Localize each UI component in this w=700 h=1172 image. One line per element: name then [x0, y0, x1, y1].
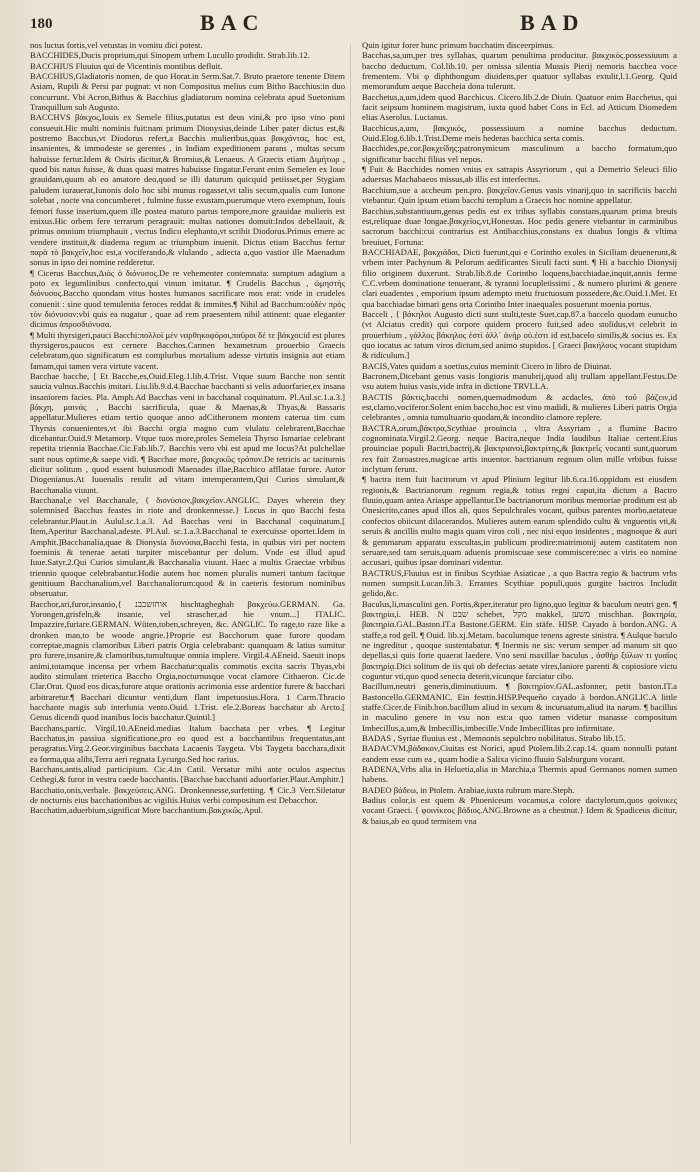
entry: Bacronem,Dicebant genus vasis longioris manubrij,quod alij trullam appellant.Festus.De vsu autem huius vasis,vide infra in dictione TRVLLA. — [362, 371, 677, 392]
entry: BACCHIDES,Ducis proprium,qui Sinopem urbem Lucullo prodidit. Strab.lib.12. — [30, 50, 310, 61]
entry: Bacchicus,a,um, βακχικός, possessiuum a nomine bacchus deductum. Ouid.Elog.6.lib.1.Trist.Deme meis hederas bacchica serta comis. — [362, 122, 677, 144]
left-column — [30, 40, 345, 1160]
entry: Bacchans,antis,aliud participium. Cic.4.in Catil. Versatur mihi ante oculos aspectus Cethegi,& furor in vestra caede bacchantis. [Bacchae bacchanti aduorfarier.Plaut.Amphitr.] — [30, 764, 345, 785]
entry: BACCHIUS,Gladiatoris nomen, de quo Horat.in Serm.Sat.7. Bruto praetore tenente Ditem Asiam, Rupili & Persi par pugnat: vt non Compositus melius cum Bitho Bacchius:in duo concurrunt. Vbi Acron,Bithus & Bacchius gladiatorum nomina celebrata apud Suetonium Tranquillum sub Augusto. — [30, 71, 345, 113]
entry: Quin igitur forer hunc primum bacchatim disceerpimus. — [362, 40, 555, 50]
entry: BACCHVS βάκχος,Iouis ex Semele filius,putatus est deus vini,& pro ipso vino poni consueuit.Hic multi nominis fuit:nam primum Dionysius,deinde Liber pater dictus est,& postremo Bacchus,vt Diodorus refert,a Bacchis mulieribus,quas βακχάντας, hoc est, insanientes, & immodeste se gerentes , in Indiam expeditionem parans , multas secum habuisse fertur.Idem & Osiris dicitur,& Bromius,& Lenaeus. A Graecis etiam Διμήτωρ , quod bis natus fuisse, & duas quasi matres habuisse fingatur.Ferunt enim Semelen ex Ioue grauidam,quum ab eo amatore deo,quod se illi daturum quicquid petiisset,per Stygiam paludem iurauerat,Iunonis dolo hoc sibi munus rogasset,vt talis secum,qualis cum Iunone solebat , nocte vna concumberet , fulmine fusse exustam,puerumque vtero exemptum, Iouis femori fusse insertum,quem ille postea maturo partus tempore,more grauidae mulieris est enixus.Hic orbem fere terrarum peragrauit: multas nationes domuit:Indos debellauit, & primus omnium triumphauit , vectus Indico elephanto,vt scribit Diodorus.Primus emere ac vendere instituit,& diadema regum ac triumphum inuenit. Dictus etiam Bacchus fertur παρὰ τὸ βακχεῖν,hoc est,a vociferando,& vlulando , adiecta a,quo vastior ille Maenadum sonus in ipso dei nomine redderetur. — [30, 112, 345, 268]
right-column — [362, 40, 677, 1160]
entry: Bacchium,sue a accheum pen.pro. βακχεῖον.Genus vasis vinarij,quo in sacrificiis bacchi vtebantur. Quin ipsum etiam bacchi templum a Graecis hoc nomine appellatur. — [362, 184, 677, 206]
entry: BACIS,Vates quidam a soetius,cuius meminit Cicero in libro de Diuinat. — [362, 360, 612, 371]
entry: Bacchetus,a,um,idem quod Bacchicus. Cicero.lib.2.de Diuin. Quatuor enim Bacchetus, qui facit seipsum hominem magistrum, iuxta quod habet Cons in Ecl. ad Atticum Diomedem elias Aserolus. Lucianus. — [362, 91, 677, 123]
page-number: 180 — [30, 16, 53, 32]
entry: Bacceli , { βάκηλοι Augusto dicti sunt stulti,teste Suet.cap.87.a baccelo quodam eunucho (vt Alciatus credit) qui corpore quidem procero fuit,sed adeo stolidus,vt celebrit in prouerbium , γάλλος βάκηλος ἐστί ἀλλ᾽ ἀνὴρ οὐ.ἐστι id est,bacelo similis,& socius es. Ex quo iocatus ac tatum viros dictum,sed animo stupidos. [ Graeci βακήλους vocant stupidum & ridiculum.] — [362, 308, 677, 361]
entry: BACTIS βάκτις,bacchi nomen,quemadmodum & acdacles, ἀπὸ τοῦ βάζειν,id est,clamo,vociferor.Solent enim baccho,hoc est vino madidi, & mulieres Liberi patris Orgia celebrantes , omnia tumultuario quodam,& incondito clamore replere. — [362, 391, 677, 423]
entry: Bacchius,substantiuum,genus pedis est ex tribus syllabis constans,quarum prima breuis est,reliquae duae longae.βακχεῖος,vt,Honestas. Hoc pedis genere vtebantur in carminibus sacrorum bacchi:cui contrarius est Antibacchius,constans ex duabus longis & vltima breuiuet, Fortuna: — [362, 205, 677, 247]
entry: Bacchans,partic. Virgil.10.AEneid.medias Italum bacchata per vrbes. ¶ Legitur Bacchatus,in passiua significatione,pro eo quod est a bacchantibus frequentatus,ant peragratus.Virg.2.Geor.virginibus bacchata Lacaenis Taygeta. Vbi Taygeta bacchara,dixit ea forma,qua alibi,Terra aeri regnata Lycurgo.Sed hoc rarius. — [30, 722, 345, 764]
running-head-right: BAD — [520, 10, 585, 35]
entry: BACTRA,orum,βάκτρα,Scythiae prouincia , vltra Assyriam , a flumine Bactro cognominata.Virgil.2.Georg. neque Bactra,neque India laudibus Italiae certent.Eius prouinciae populi Bactri,bactrij,& βακτριανοὶ,βακτρίτης,& βακτρεῖς vocanti sunt,quorum rex fuit Zoroastres,magicae artis inuentor. bactrianum regnum olim mille vrbibus fuisse inclytum ferunt. — [362, 422, 677, 475]
entry: BACTRUS,Fluuius est in finibus Scythiae Asiaticae , a quo Bactra regio & bactrum vrbs nomen sumpsit.Lucan.lib.3. Errantes Scythiae populi,quos gurgite bactros Includit gelido,&c. — [362, 567, 677, 599]
entry: Bacchor,ari,furor,insanio,{ אוחזשבבנ hischtagheghah βακχεύω.GERMAN. Ga. Yorongen,grisfeln,& insanie, vel strascher,ad hie vnum...] ITALIC. Impazzire,furiare.GERMAN. Wüten,toben,schreyen, &c. ANGLIC. To rage,to raze like a dronken man,to be woode angrie.}Proprie est Bacchorum quae furore quodam correptae,magnis clamoribus Liberi patris Orgia celebrabant: quanquam & latius sumitur pro furere,insanire,& clamoribus,tumultuque omnia implere. Virgil.4.AEneid. Saeuit inops animi,totamque incensa per vrbem Bacchatur:qualis commotis excita sacris Thyas,vbi audito stimulant trieterica Baccho Orgia,nocturnusque vocat clamore Cithaeron. Cic.de Clar.Orat. Quod eos dicas,furore atque orationis acrimonia esse ardentior furere & bacchari arbitraretur.¶ Bacchari dicuntur venti,dum flant impetuosius.Hora. 1 Carm.Thracio bacchante magis sub interlunia vento.Ouid. 1.Trist. ele.2.Boreas bacchatur ab Arcto.[ Genus dicendi quod inanibus locis bacchatur.Quintil.] — [30, 598, 345, 723]
entry: BACCHIADAE, βακχιάδαι, Dicti fuerunt,qui e Corintho exules in Siciliam deuenerunt,& vrbem inter Pachynum & Pelorum aedificantes Siculi facti sunt. ¶ Hi a bacchio Dionysij filio originem duxerunt. Strab.lib.8.de Corintho loquens,bacchiadae,inquit,annis ferme C.C.vrbem dominatione tenuerant, & tyranni locupletissimi , & numero plurimi & genere clari euadentes , emporium ipsum adempto metu fructuosum possedere,&c.Ouid.1.Met. Et qua bacchiadae bimari gens orta Corintho Inter inaequales posuerunt moenia portus. — [362, 246, 677, 309]
entry: Bacchae bacche, [ Et Bacche,es,Ouid.Eleg.1.lib.4.Trist. Vtque suum Bacche non sentit saucia vulnus.Bacchis imitari. Liu.lib.9.d.4.Bacchae bacchanti si velis aduorfarier,ex insana insaniorem facies. Pla. Amph.Ad Bacchas veni in bacchanal coquinatum. Pl.Aul.sc.1.a.3.] βάκχη, μαινάς , Bacchi sacrificula, quae & Maenas,& Thyas,& Bassaris appellatur.Mulieres etiam tertio quoque anno adCitheronem montem caterua tim cum Thyrsis conuenientes,vt ibi Bacchi orgia magno cum vlulatu celebrarent,Bacchae dicebantur.Ouid.9 Metamorp. Vtque tuos more,proles Semeleia Thyrso Ismariae celebrant repetita triennia Bacchae.Cic.Fab.lib.7. Bacchis vero vbi est apud me locus?At pulchellae sunt nous optime,& saepe vidi. ¶ Bacchae more, βακχικῶς τρόπον.De tetricis ac taciturnis dicitur solitum , quod essent huiusmodi Maenades illae,Bacchico afflatae furore. Autor Diogenianus.At Iuuenalis retulit ad vitam intemperantem,Qui Curios simulant,& Bacchanalia viuunt. — [30, 371, 345, 495]
entry: BADENA,Vrbs alia in Heluetia,alia in Marchia,a Thermis apud Germanos nomen sumen habens. — [362, 764, 677, 785]
entry: Bacchas,sa,um,per tres syllabas, quarum penultima producitur. βακχικός.possessiuum a baccho deductum. Col.lib.10. per omissa silentia Mussis Pierij nemoris bacchea voce frementem. Vbi φ diphthongum diuidens,per quatuor syllabas extulit,l.1.Georg. Quid memorandum aeque Baccheia dona tulerunt. — [362, 50, 677, 92]
running-head-left: BAC — [200, 10, 265, 35]
entry: Bacchatim,aduerbium,significat More bacchantium.βακχικῶς.Apul. — [30, 805, 263, 816]
entry: Bacchides,pe,cor.βακχείδης:patronymicum masculinum a baccho formatum,quo significatur bacchi filius vel nepos. — [362, 143, 677, 164]
entry: Bacillum,neutri generis,diminutiuum. ¶ βακτηρίον.GAL.asfonner, petit baston.IT.a Bastoncello.GERMANIC. Ein festtin.HISP.Pequeño cayado à bordon.ANGLIC.A little staffe.Cicer.de Finib.bon.bacillum aliud in sexum & incuruatum,aliud ita narum. ¶ bacillus in maculino genere in vsu non est:a quo tamen videtur manasse compositum Imbecillus,a,um,& Imbecillis,imbecille.Vnde Imbecillitas pro infirmitate. — [362, 681, 677, 733]
entry: nos luctus fortis,vel vetustas in vomitu dici potest. — [30, 40, 203, 50]
column-divider — [350, 44, 351, 1144]
entry: BACCHIUS Fluuius qui de Vicentinis montibus defluit. — [30, 60, 223, 71]
entry: Badius color,is est quem & Phoeniceum vocamus,a colore dactylorum,quos φοίνικες vocant Graeci. { φοινίκεος βάδιος.ANG.Browne as a chestnut.} Idem & Spadiceus dicitur, & baius,ab eo quod termitem vna — [362, 795, 677, 826]
entry: BADAS , Syriae fluuius est , Memnonis sepulchro nobilitatus. Strabo lib.15. — [362, 733, 626, 744]
entry: BADEO βάδεω, in Ptolem. Arabiae,iuxta rubrum mare.Steph. — [362, 784, 575, 795]
entry: ¶ Fuit & Bacchides nomen vnius ex satrapis Assyriorum , qui a Demetrio Seleuci filio aduersus Machabaeos missus,ab illis est interfectus. — [362, 164, 677, 185]
entry: Bacchatio,onis,verbale. βακχεύσεις.ANG. Dronkennesse,surfetting. ¶ Cic.3 Verr.Siletatur de nocturnis eius bacchationibus ac vigiliis.Huius verbi compositum est Debacchor. — [30, 784, 345, 806]
entry: Bacchanal,e vel Bacchanale, { διονύσιον,βακχεῖον.ANGLIC. Dayes wherein they solemnised Bacchus feastes in riote and dronkennesse.} Locus in quo Bacchi festa celebrantur.Plaut.in Aulul.sc.1.a.3. Ad Bacchas veni in Bacchanal coquinatum.[ Item,Aperitur Bacchanal,adeste. Pl.Aul. sc.1.a.3.Bacchanal te exercuisse oportet.Idem in Amphit.]Bacchanalia,quae & Dionysia διονύσια,Bacchi festa, in quibus viri per noctem foeminis & tenerae aetati turpiter miscebantur per dolum. Vnde est illud apud Iuue.Satyr.2.Qui Curios simulant,& Bacchanalia viuunt. Haec a multis Graeciae vrbibus triennio quoque celebrabantur.Hodie autem hoc nomen pluralis numeri tantum facitque genitiuum Bacchanalium,vel Bacchanaliorum:quod & in caeteris festorum nominibus obseruatur. — [30, 495, 345, 599]
entry: ¶ Cicerus Bacchus,Διὸς ὁ διόνυσος.De re vehementer contemnata: sumptum adagium a poto ex legumlinibus confecto,qui vinum imitatur. ¶ Crudelis Bacchus , ὠμηστὴς διόνυσος.Baccho quondam vitus hostes humanos sacrificare mos erat: vnde in crudeles conuenit : sine quod temulentia feroces reddat & immites.¶ Nihil ad Bacchum:οὐδὲν πρὸς τὸν διόνυσον:vbi quis ea nugatur , quae ad rem praesentem nihil attinent: quae eleganter dicimus ἀπροσδιόνυσα. — [30, 267, 345, 330]
entry: ¶ Multi thyrsigeri,pauci Bacchi:πολλοὶ μὲν ναρθηκοφόροι,παῦροι δέ τε βάκχοι:id est plures thyrsigeros,paucos est cernere Bacchos.Carmen hexametrum prouerbio Graecis celebratum,quo significatum est complurbus mortalium adesse virtutis insignia aut etiam famam,qui tamen vera virtute vacent. — [30, 329, 345, 371]
entry: Baculus,li,masculini gen. Fortis,&per,iteratur pro ligno,quo legitur & baculum neutri gen. ¶ βακτηρία,ἱ. ΗΕΒ. Ν שבט schebet, מקל makkel, משען mischhan. βακτηρία, βακτηρία.GAL.Baston.IT.a Bastone.GERM. Ein stäfe. HISP. Cayado à bordon.ANG. A staffe,a rod gell. ¶ Ouid. lib.xj.Metam. baculumque tenens agreste sinistra. ¶ Aulque baculo ne ingreditur , quoque sustentabatur. ¶ Inermis ne sis: verum semper ad manum sit quo depellas,si quis forte quaerat laedere. Vno seni maxillae baculus , ἀσθὴρ ξύλων τι γυαῖος βακτηρίᾳ.Dici solitum de iis qui ob defectas aetate vires,laniore parenti & copiosiore victu coguntur vti,quo quod senecta deterit,vicunque farciatur cibo. — [362, 598, 677, 681]
entry: BADACVM,βάδακον,Ciuitas est Norici, apud Ptolem.lib.2.cap.14. quam nonnulli putant eandem esse cum ea , quam hodie a Salixa vicino fluuio Salsburgum vocant. — [362, 743, 677, 764]
entry: ¶ bactra item fuit bactrorum vt apud Plinium legitur lib.6.ca.16.oppidum est eiusdem regionis,& Bactrianorum regnum regia,& totius regni caput,ita dictum a Bactro fluuio,quam antea Ariaspe appellantur.De bactrianorum moribus memoriae proditum est ab Onesicrito,canes apud illos ali, quos Sepulchrales vocant, quibus parentes morbo,aetateue confectos obiicunt dilacerandos. Mulieres autem earum splendido cultu & vnguentis vti,& seruis & ancillis multo magis quam viros coli , nec nisi equo insidentes , magnoque & auri & gemmarum apparatu exscultas,in publicum prodire:matrimonij autem castitatem non seruare,sed tam seruis,quam aduenis promiscuae sese commiscere:nec a viris eo nomine accusari, quibus ipsae dominari videntur. — [362, 474, 677, 568]
